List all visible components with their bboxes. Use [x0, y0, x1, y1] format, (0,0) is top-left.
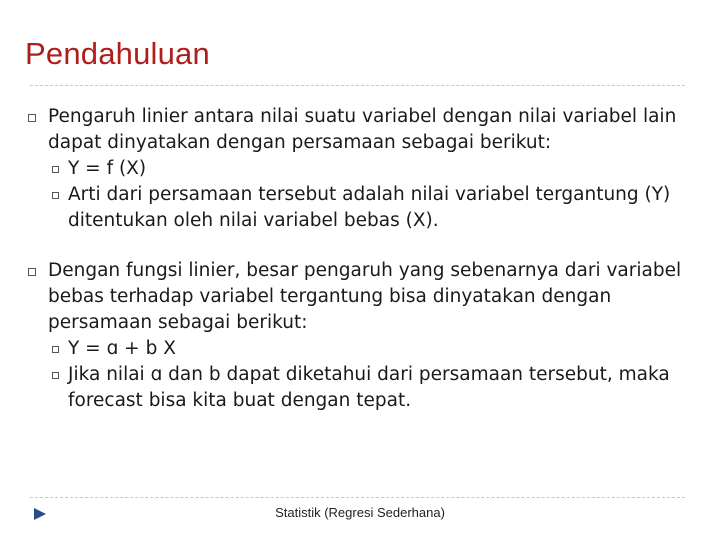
title-divider [30, 85, 685, 86]
square-bullet-icon [52, 166, 59, 173]
square-bullet-icon [28, 268, 36, 276]
slide-content [26, 104, 710, 414]
footer-divider [30, 497, 685, 498]
footer-caption: Statistik (Regresi Sederhana) [275, 505, 445, 520]
sub-bullet-item [48, 182, 710, 234]
square-bullet-icon [52, 192, 59, 199]
sub-bullet-item [48, 156, 710, 182]
sub-bullet-item [48, 336, 710, 362]
bullet-item [26, 258, 710, 414]
bullet-text: Pengaruh linier antara nilai suatu variabel dengan nilai variabel lain dapat dinyatakan dengan persamaan sebagai berikut: [48, 106, 677, 153]
bullet-item [26, 104, 710, 234]
sub-bullet-text: Y = f (X) [68, 158, 147, 179]
sub-bullet-text: Arti dari persamaan tersebut adalah nilai variabel tergantung (Y) ditentukan oleh nilai variabel bebas (X). [68, 184, 671, 231]
square-bullet-icon [52, 372, 59, 379]
sub-bullet-item [48, 362, 710, 414]
sub-bullet-text: Jika nilai ɑ dan b dapat diketahui dari persamaan tersebut, maka forecast bisa kita buat dengan tepat. [68, 364, 670, 411]
square-bullet-icon [28, 114, 36, 122]
slide-title: Pendahuluan [25, 36, 210, 71]
square-bullet-icon [52, 346, 59, 353]
bullet-text: Dengan fungsi linier, besar pengaruh yang sebenarnya dari variabel bebas terhadap variabel tergantung bisa dinyatakan dengan persamaan sebagai berikut: [48, 260, 682, 333]
sub-bullet-text: Y = ɑ + b X [68, 338, 176, 359]
